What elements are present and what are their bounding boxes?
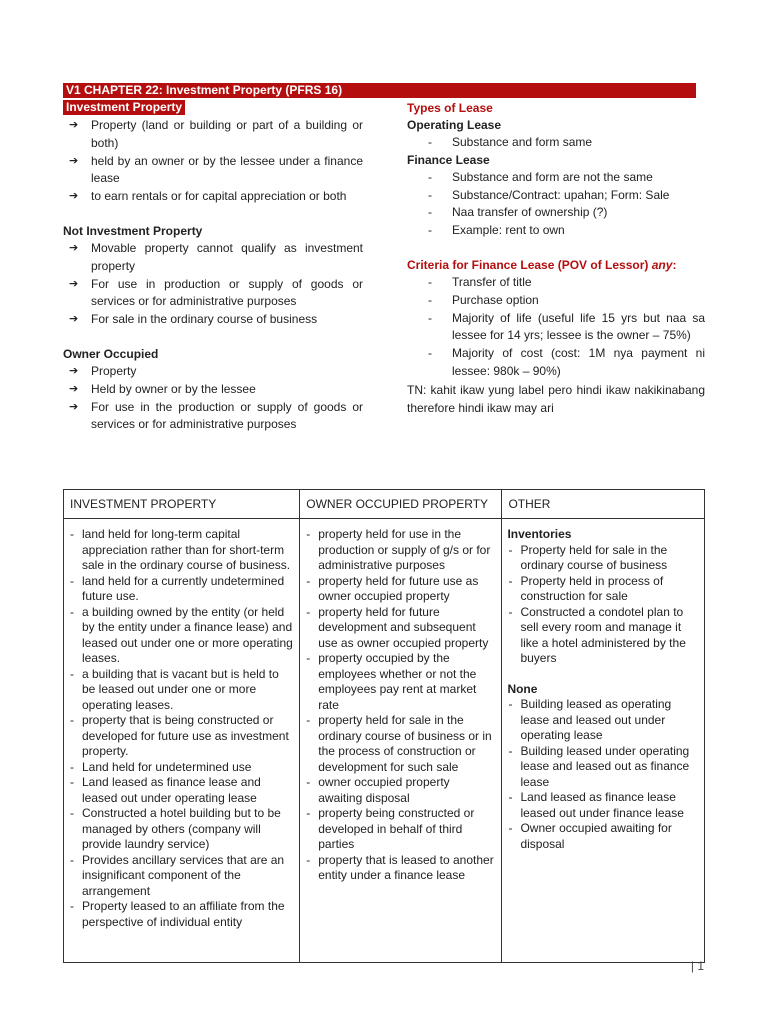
list-item: ➔ Property (land or building or part of a building or both) bbox=[63, 117, 363, 153]
list-item: - Purchase option bbox=[407, 292, 705, 310]
table-header-row bbox=[64, 490, 705, 519]
none-heading: None bbox=[507, 681, 538, 696]
list-item: - Substance and form same bbox=[407, 134, 705, 152]
criteria-heading-colon: : bbox=[672, 257, 677, 272]
list-item: - Property held for sale in the ordinary course of business bbox=[507, 543, 699, 574]
list-item: - Property held in process of construction for sale bbox=[507, 574, 699, 605]
list-item: ➔ held by an owner or by the lessee under a finance lease bbox=[63, 153, 363, 189]
list-item: - property that is being constructed or developed for future use as investment property. bbox=[69, 713, 294, 760]
investment-property-cell bbox=[64, 519, 300, 963]
right-column bbox=[407, 100, 705, 417]
investment-property-heading: Investment Property bbox=[63, 100, 185, 115]
left-column bbox=[63, 100, 363, 434]
list-item: ➔ Property bbox=[63, 363, 363, 381]
finance-lease-heading: Finance Lease bbox=[407, 152, 490, 167]
criteria-heading-emphasis: any bbox=[651, 257, 673, 272]
list-item: - Substance and form are not the same bbox=[407, 169, 705, 187]
list-item: ➔ For sale in the ordinary course of business bbox=[63, 311, 363, 329]
comparison-table bbox=[63, 489, 705, 963]
owner-occupied-list bbox=[63, 363, 363, 434]
owner-occupied-cell bbox=[300, 519, 502, 963]
list-item: - a building that is vacant but is held to be leased out under one or more operating leases. bbox=[69, 667, 294, 714]
list-item: - Land leased as finance lease and leased out under operating lease bbox=[69, 775, 294, 806]
list-item: ➔ Movable property cannot qualify as investment property bbox=[63, 240, 363, 276]
finance-lease-list bbox=[407, 169, 705, 240]
list-item: - land held for long-term capital appreciation rather than for short-term sale in the ordinary course of business. bbox=[69, 527, 294, 574]
list-item: - property held for sale in the ordinary course of business or in the process of construction or development for such sale bbox=[305, 713, 496, 775]
page-number: | 1 bbox=[690, 959, 704, 973]
list-item: - Property leased to an affiliate from the perspective of individual entity bbox=[69, 899, 294, 930]
list-item: - property held for use in the production or supply of g/s or for administrative purposes bbox=[305, 527, 496, 574]
criteria-heading bbox=[407, 257, 705, 274]
owner-occupied-heading: Owner Occupied bbox=[63, 346, 159, 361]
other-cell bbox=[502, 519, 705, 963]
list-item: ➔ For use in production or supply of goods or services or for administrative purposes bbox=[63, 276, 363, 312]
list-item: - owner occupied property awaiting disposal bbox=[305, 775, 496, 806]
operating-lease-heading: Operating Lease bbox=[407, 118, 502, 132]
inventories-heading: Inventories bbox=[507, 527, 572, 541]
criteria-list bbox=[407, 274, 705, 381]
list-item: - property held for future development and subsequent use as owner occupied property bbox=[305, 605, 496, 652]
list-item: - Land leased as finance lease leased out under finance lease bbox=[507, 790, 699, 821]
operating-lease-list bbox=[407, 134, 705, 152]
investment-property-list bbox=[63, 117, 363, 206]
translator-note: TN: kahit ikaw yung label pero hindi ikaw nakikinabang therefore hindi ikaw may ari bbox=[407, 382, 705, 415]
not-investment-property-list bbox=[63, 240, 363, 329]
list-item: - Transfer of title bbox=[407, 274, 705, 292]
list-item: - property that is leased to another entity under a finance lease bbox=[305, 853, 496, 884]
not-investment-property-heading: Not Investment Property bbox=[63, 223, 203, 238]
list-item: - Example: rent to own bbox=[407, 222, 705, 240]
table-row bbox=[64, 519, 705, 963]
list-item: - Land held for undetermined use bbox=[69, 760, 294, 776]
list-item: - property occupied by the employees whether or not the employees pay rent at market rate bbox=[305, 651, 496, 713]
types-of-lease-heading: Types of Lease bbox=[407, 101, 493, 115]
investment-property-examples bbox=[69, 527, 294, 930]
list-item: ➔ Held by owner or by the lessee bbox=[63, 381, 363, 399]
list-item: - Building leased as operating lease and leased out under operating lease bbox=[507, 697, 699, 744]
list-item: - Substance/Contract: upahan; Form: Sale bbox=[407, 187, 705, 205]
list-item: - Owner occupied awaiting for disposal bbox=[507, 821, 699, 852]
list-item: - Building leased under operating lease and leased out as finance lease bbox=[507, 744, 699, 791]
list-item: - a building owned by the entity (or held by the entity under a finance lease) and leased out under one or more operating leases. bbox=[69, 605, 294, 667]
list-item: - property held for future use as owner occupied property bbox=[305, 574, 496, 605]
none-list bbox=[507, 697, 699, 852]
list-item: - property being constructed or developed in behalf of third parties bbox=[305, 806, 496, 853]
list-item: - land held for a currently undetermined future use. bbox=[69, 574, 294, 605]
criteria-heading-main: Criteria for Finance Lease (POV of Lessor) bbox=[407, 257, 649, 272]
list-item: - Majority of life (useful life 15 yrs but naa sa lessee for 14 yrs; lessee is the owner – 75%) bbox=[407, 310, 705, 346]
header-investment-property: INVESTMENT PROPERTY bbox=[64, 490, 300, 519]
document-title: V1 CHAPTER 22: Investment Property (PFRS 16) bbox=[63, 83, 696, 98]
list-item: - Provides ancillary services that are an insignificant component of the arrangement bbox=[69, 853, 294, 900]
list-item: - Constructed a condotel plan to sell every room and manage it like a hotel administered by the buyers bbox=[507, 605, 699, 667]
list-item: - Naa transfer of ownership (?) bbox=[407, 204, 705, 222]
list-item: ➔ For use in the production or supply of goods or services or for administrative purposes bbox=[63, 399, 363, 435]
inventories-list bbox=[507, 543, 699, 667]
list-item: ➔ to earn rentals or for capital appreciation or both bbox=[63, 188, 363, 206]
owner-occupied-examples bbox=[305, 527, 496, 884]
header-owner-occupied-property: OWNER OCCUPIED PROPERTY bbox=[300, 490, 502, 519]
list-item: - Constructed a hotel building but to be managed by others (company will provide laundry service) bbox=[69, 806, 294, 853]
list-item: - Majority of cost (cost: 1M nya payment ni lessee: 980k – 90%) bbox=[407, 345, 705, 381]
header-other: OTHER bbox=[502, 490, 705, 519]
